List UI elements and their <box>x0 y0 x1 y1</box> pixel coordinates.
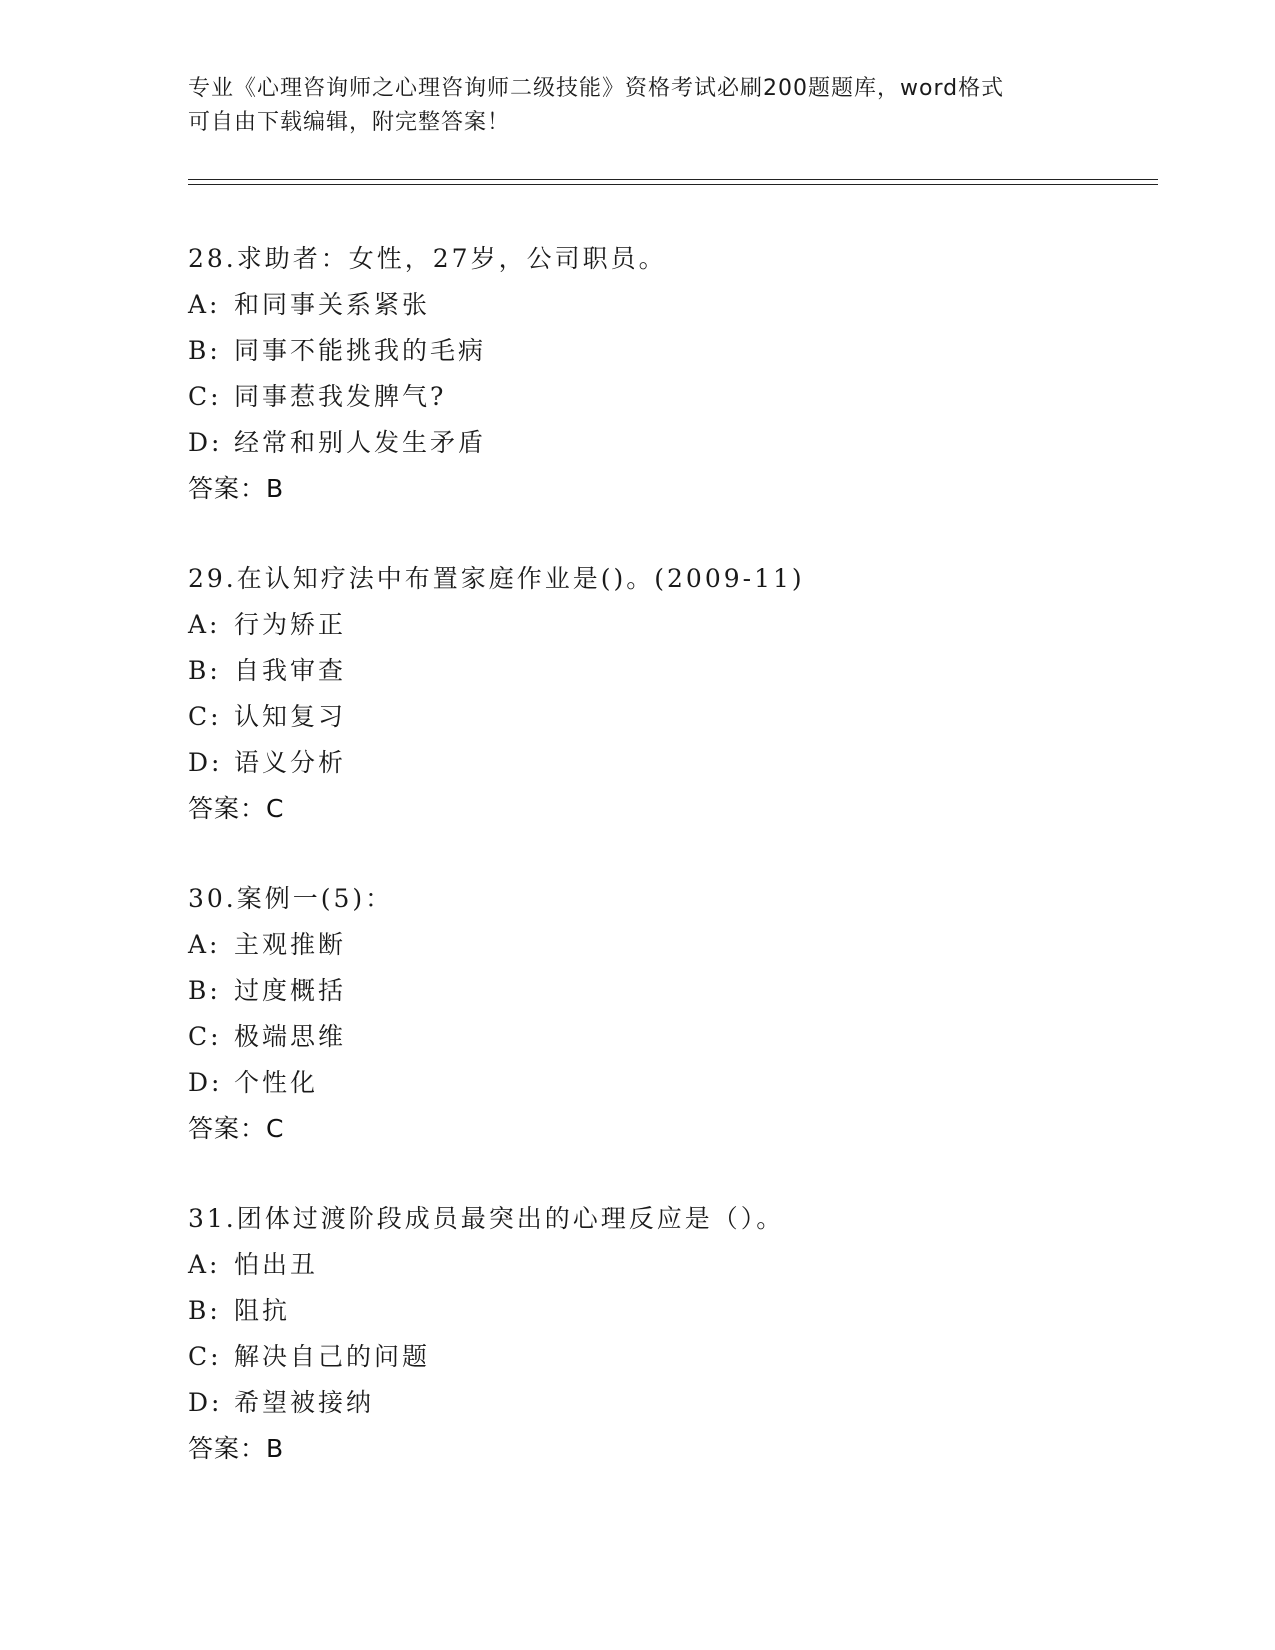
option-d <box>188 420 1138 466</box>
header-divider-top <box>188 179 1158 180</box>
option-text: 认知复习 <box>234 702 347 731</box>
option-letter: D: <box>188 1388 223 1417</box>
option-text: 解决自己的问题 <box>234 1342 431 1371</box>
option-c <box>188 1014 1138 1060</box>
option-text: 怕出丑 <box>234 1250 319 1279</box>
option-text: 过度概括 <box>234 976 347 1005</box>
option-letter: D: <box>188 748 223 777</box>
option-letter: D: <box>188 1068 223 1097</box>
option-d <box>188 740 1138 786</box>
option-d <box>188 1380 1138 1426</box>
option-text: 主观推断 <box>234 930 347 959</box>
option-text: 自我审查 <box>234 656 347 685</box>
option-c <box>188 694 1138 740</box>
option-b <box>188 328 1138 374</box>
option-letter: C: <box>188 1022 222 1051</box>
option-d <box>188 1060 1138 1106</box>
option-letter: B: <box>188 336 221 365</box>
option-text: 行为矫正 <box>234 610 347 639</box>
option-text: 同事不能挑我的毛病 <box>234 336 487 365</box>
option-text: 阻抗 <box>234 1296 291 1325</box>
option-letter: A: <box>188 930 221 959</box>
header-divider-bottom <box>188 184 1158 185</box>
option-letter: A: <box>188 610 221 639</box>
option-letter: C: <box>188 1342 222 1371</box>
question-stem: 31.团体过渡阶段成员最突出的心理反应是（）。 <box>188 1204 785 1233</box>
option-a <box>188 282 1138 328</box>
option-c <box>188 1334 1138 1380</box>
option-text: 极端思维 <box>234 1022 347 1051</box>
header-title-line-2: 可自由下载编辑，附完整答案！ <box>188 110 511 135</box>
question-31 <box>188 1196 1138 1472</box>
option-b <box>188 1288 1138 1334</box>
answer-line: 答案：B <box>188 474 285 503</box>
option-text: 希望被接纳 <box>234 1388 375 1417</box>
option-letter: A: <box>188 1250 221 1279</box>
answer-line: 答案：B <box>188 1434 285 1463</box>
option-c <box>188 374 1138 420</box>
option-letter: B: <box>188 976 221 1005</box>
option-a <box>188 922 1138 968</box>
option-letter: A: <box>188 290 221 319</box>
option-b <box>188 648 1138 694</box>
header-title-line-1: 专业《心理咨询师之心理咨询师二级技能》资格考试必刷200题题库，word格式 <box>188 76 1005 101</box>
option-text: 语义分析 <box>234 748 347 777</box>
answer-line: 答案：C <box>188 1114 285 1143</box>
question-list <box>188 236 1138 1516</box>
option-letter: C: <box>188 702 222 731</box>
answer-line: 答案：C <box>188 794 285 823</box>
option-a <box>188 1242 1138 1288</box>
option-letter: D: <box>188 428 223 457</box>
question-stem: 29.在认知疗法中布置家庭作业是()。(2009-11) <box>188 564 805 593</box>
option-letter: B: <box>188 1296 221 1325</box>
option-letter: C: <box>188 382 222 411</box>
option-a <box>188 602 1138 648</box>
question-stem: 30.案例一(5)： <box>188 884 394 913</box>
option-letter: B: <box>188 656 221 685</box>
question-stem: 28.求助者：女性，27岁，公司职员。 <box>188 244 667 273</box>
option-text: 个性化 <box>234 1068 319 1097</box>
option-text: 同事惹我发脾气? <box>234 382 447 411</box>
document-header <box>188 72 1088 140</box>
option-text: 和同事关系紧张 <box>234 290 431 319</box>
question-28 <box>188 236 1138 512</box>
question-30 <box>188 876 1138 1152</box>
option-b <box>188 968 1138 1014</box>
question-29 <box>188 556 1138 832</box>
option-text: 经常和别人发生矛盾 <box>234 428 487 457</box>
